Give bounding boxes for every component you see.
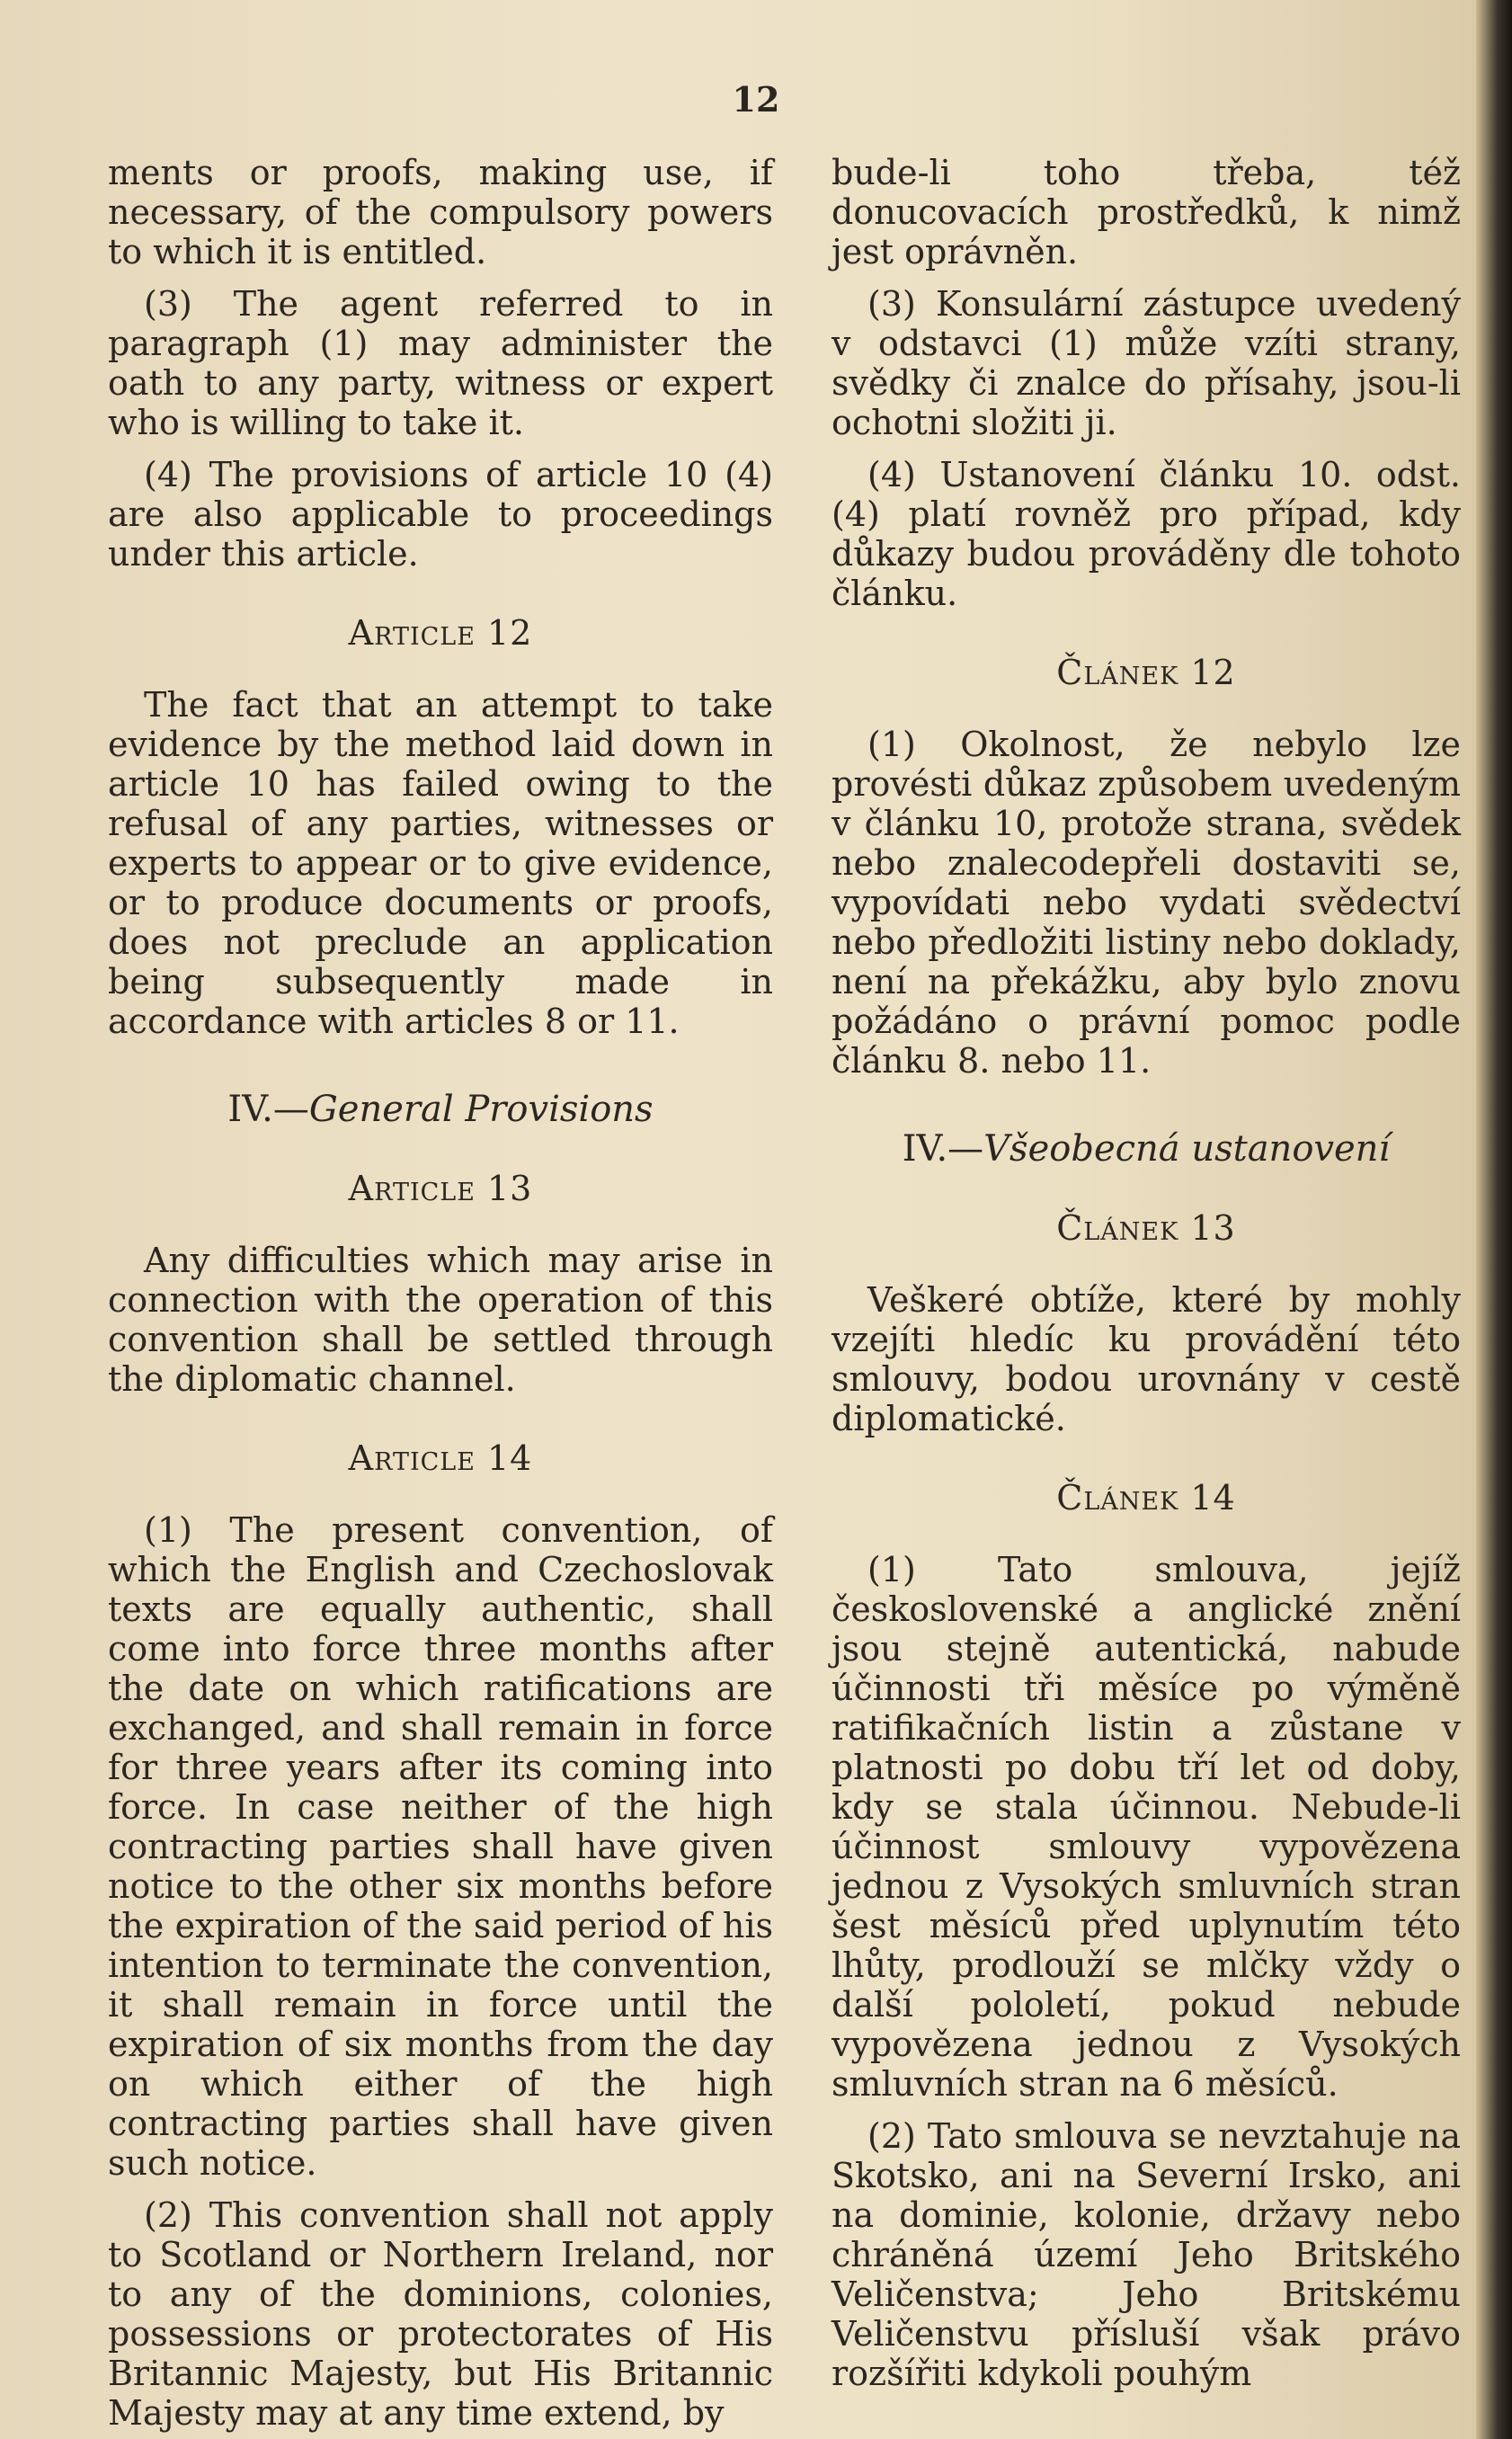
article-14-para-1: (1) The present convention, of which the English and Czechoslovak texts are equally authentic, shall come into force three months after the date on which ratifications are exchanged, and shall remain in force for three years after its coming into force. In case neither of the high contracting parties shall have given notice to the other six months before the expiration of the said period of his intention to terminate the convention, it shall remain in force until the expiration of six months from the day on which either of the high contracting parties shall have given such notice. — [108, 1510, 773, 2183]
section-heading-cz — [832, 1129, 1461, 1169]
article-14-para-2: (2) This convention shall not apply to Scotland or Northern Ireland, nor to any of the dominions, colonies, possessions or protectorates of His Britannic Majesty, but His Britannic Majesty may at any time extend, by — [108, 2195, 773, 2433]
article-11-para-4-cz: (4) Ustanovení článku 10. odst. (4) platí rovněž pro případ, kdy důkazy budou prováděny dle tohoto článku. — [832, 455, 1461, 613]
section-number-cz: IV.— — [902, 1128, 984, 1170]
article-13-text-cz: Veškeré obtíže, které by mohly vzejíti hledíc ku provádění této smlouvy, bodou urovnány v cestě diplomatické. — [832, 1280, 1461, 1438]
czech-column — [832, 153, 1461, 2393]
article-12-heading-cz: Článek 12 — [1056, 653, 1236, 692]
continued-paragraph: ments or proofs, making use, if necessary, of the compulsory powers to which it is entitled. — [108, 153, 773, 271]
section-title: General Provisions — [308, 1089, 654, 1130]
article-12-text-cz: (1) Okolnost, že nebylo lze provésti důkaz způsobem uvedeným v článku 10, protože strana, svědek nebo znalecodepřeli dostaviti se, vypovídati nebo vydati svědectví nebo předložiti listiny nebo doklady, není na překážku, aby bylo znovu požádáno o právní pomoc podle článku 8. nebo 11. — [832, 725, 1461, 1081]
section-number: IV.— — [227, 1089, 309, 1130]
article-13-text: Any difficulties which may arise in connection with the operation of this convention shall be settled through the diplomatic channel. — [108, 1241, 773, 1399]
article-14-para-1-cz: (1) Tato smlouva, jejíž československé a anglické znění jsou stejně autentická, nabude účinnosti tři měsíce po výměně ratifikačních listin a zůstane v platnosti po dobu tří let od doby, kdy se stala účinnou. Nebude-li účinnost smlouvy vypovězena jednou z Vysokých smluvních stran šest měsíců před uplynutím této lhůty, prodlouží se mlčky vždy o další pololetí, pokud nebude vypovězena jednou z Vysokých smluvních stran na 6 měsíců. — [832, 1550, 1461, 2104]
section-heading — [108, 1090, 773, 1129]
article-13-heading-cz: Článek 13 — [1056, 1208, 1236, 1248]
article-14-heading-cz: Článek 14 — [1056, 1478, 1236, 1518]
article-11-para-3-cz: (3) Konsulární zástupce uvedený v odstavci (1) může vzíti strany, svědky či znalce do přísahy, jsou-li ochotni složiti ji. — [832, 284, 1461, 442]
page-number: 12 — [732, 79, 780, 120]
continued-paragraph-cz: bude-li toho třeba, též donucovacích prostředků, k nimž jest oprávněn. — [832, 153, 1461, 271]
article-12-text: The fact that an attempt to take evidence by the method laid down in article 10 has failed owing to the refusal of any parties, witnesses or experts to appear or to give evidence, or to produce documents or proofs, does not preclude an application being subsequently made in accordance with articles 8 or 11. — [108, 685, 773, 1041]
article-14-heading: Article 14 — [348, 1438, 533, 1478]
article-13-heading: Article 13 — [348, 1169, 533, 1208]
article-12-heading: Article 12 — [348, 613, 533, 653]
book-spine — [1476, 0, 1512, 2439]
article-11-para-4: (4) The provisions of article 10 (4) are also applicable to proceedings under this article. — [108, 455, 773, 574]
article-11-para-3: (3) The agent referred to in paragraph (1) may administer the oath to any party, witness or expert who is willing to take it. — [108, 284, 773, 442]
article-14-para-2-cz: (2) Tato smlouva se nevztahuje na Skotsko, ani na Severní Irsko, ani na dominie, kolonie, državy nebo chráněná území Jeho Britského Veličenstva; Jeho Britskému Veličenstvu přísluší však právo rozšířiti kdykoli pouhým — [832, 2116, 1461, 2393]
section-title-cz: Všeobecná ustanovení — [983, 1128, 1391, 1170]
english-column — [108, 153, 773, 2433]
